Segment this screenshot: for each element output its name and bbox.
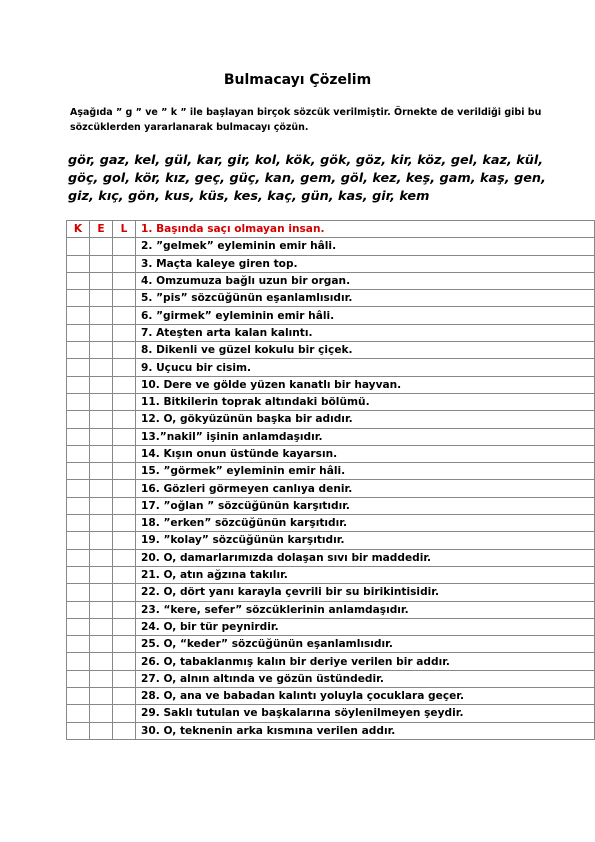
letter-cell[interactable] [113,272,136,289]
word-bank-line: giz, kıç, gön, kus, küs, kes, kaç, gün, kas, gir, kem [68,189,430,204]
letter-cell[interactable] [90,411,113,428]
letter-cell[interactable] [90,515,113,532]
clue-text: 2. ”gelmek” eyleminin emir hâli. [136,238,595,255]
instructions: Aşağıda ” g ” ve ” k ” ile başlayan birçok sözcük verilmiştir. Örnekte de verildiği gibi bu sözcüklerden yararlanarak bulmacayı çözün. [70,107,542,133]
letter-cell[interactable] [113,618,136,635]
table-row [67,428,595,445]
clue-text: 25. O, “keder” sözcüğünün eşanlamlısıdır. [136,636,595,653]
table-row [67,290,595,307]
clue-text: 19. ”kolay” sözcüğünün karşıtıdır. [136,532,595,549]
letter-cell[interactable] [90,653,113,670]
word-bank [68,152,568,206]
letter-cell[interactable] [90,393,113,410]
letter-cell[interactable] [90,376,113,393]
letter-cell[interactable] [113,722,136,739]
letter-cell[interactable] [113,359,136,376]
table-row [67,584,595,601]
letter-cell[interactable] [90,359,113,376]
clue-text: 15. ”görmek” eyleminin emir hâli. [136,463,595,480]
letter-cell[interactable] [90,670,113,687]
letter-cell[interactable] [113,636,136,653]
letter-cell[interactable] [90,255,113,272]
clue-text: 29. Saklı tutulan ve başkalarına söylenilmeyen şeydir. [136,705,595,722]
letter-cell[interactable] [113,549,136,566]
letter-cell[interactable] [67,445,90,462]
letter-cell[interactable] [90,722,113,739]
letter-cell[interactable] [90,290,113,307]
clue-text: 11. Bitkilerin toprak altındaki bölümü. [136,393,595,410]
letter-cell[interactable] [67,601,90,618]
clue-text: 9. Uçucu bir cisim. [136,359,595,376]
table-row [67,238,595,255]
table-row [67,636,595,653]
letter-cell[interactable] [113,324,136,341]
clue-text: 27. O, alnın altında ve gözün üstündedir. [136,670,595,687]
clue-text: 3. Maçta kaleye giren top. [136,255,595,272]
letter-cell[interactable] [90,238,113,255]
letter-cell[interactable] [67,653,90,670]
table-row [67,670,595,687]
table-row [67,601,595,618]
letter-cell[interactable] [67,584,90,601]
letter-cell[interactable] [90,584,113,601]
letter-cell[interactable] [90,549,113,566]
table-row [67,549,595,566]
letter-cell[interactable] [90,480,113,497]
letter-cell[interactable] [113,688,136,705]
clue-text: 6. ”girmek” eyleminin emir hâli. [136,307,595,324]
table-row [67,497,595,514]
table-row [67,342,595,359]
letter-cell[interactable] [113,290,136,307]
letter-cell[interactable] [90,342,113,359]
clue-text: 22. O, dört yanı karayla çevrili bir su birikintisidir. [136,584,595,601]
clue-text: 23. “kere, sefer” sözcüklerinin anlamdaşıdır. [136,601,595,618]
table-row [67,566,595,583]
table-row [67,445,595,462]
clue-text: 20. O, damarlarımızda dolaşan sıvı bir maddedir. [136,549,595,566]
letter-cell[interactable] [67,497,90,514]
table-row [67,688,595,705]
table-row [67,722,595,739]
table-row [67,705,595,722]
table-row [67,393,595,410]
clue-text: 1. Başında saçı olmayan insan. [136,221,595,238]
letter-cell[interactable] [113,515,136,532]
table-row [67,515,595,532]
letter-cell[interactable] [67,636,90,653]
clue-text: 21. O, atın ağzına takılır. [136,566,595,583]
letter-cell[interactable] [67,566,90,583]
letter-cell[interactable] [113,653,136,670]
letter-cell[interactable] [90,428,113,445]
clue-text: 10. Dere ve gölde yüzen kanatlı bir hayvan. [136,376,595,393]
letter-cell[interactable] [113,566,136,583]
letter-cell[interactable] [90,497,113,514]
table-row [67,255,595,272]
letter-cell[interactable] [67,549,90,566]
clue-text: 5. ”pis” sözcüğünün eşanlamlısıdır. [136,290,595,307]
letter-cell[interactable] [113,463,136,480]
letter-cell[interactable]: E [90,221,113,238]
letter-cell[interactable] [67,359,90,376]
letter-cell[interactable] [67,272,90,289]
clue-text: 16. Gözleri görmeyen canlıya denir. [136,480,595,497]
letter-cell[interactable] [67,705,90,722]
table-row [67,463,595,480]
clue-text: 13.”nakil” işinin anlamdaşıdır. [136,428,595,445]
letter-cell[interactable] [113,411,136,428]
letter-cell[interactable] [67,532,90,549]
letter-cell[interactable] [113,670,136,687]
letter-cell[interactable] [113,428,136,445]
letter-cell[interactable] [113,376,136,393]
letter-cell[interactable] [90,324,113,341]
clue-text: 7. Ateşten arta kalan kalıntı. [136,324,595,341]
letter-cell[interactable] [90,601,113,618]
letter-cell[interactable] [67,463,90,480]
clue-text: 26. O, tabaklanmış kalın bir deriye verilen bir addır. [136,653,595,670]
letter-cell[interactable] [67,670,90,687]
letter-cell[interactable] [67,428,90,445]
letter-cell[interactable]: K [67,221,90,238]
clue-text: 14. Kışın onun üstünde kayarsın. [136,445,595,462]
table-row [67,324,595,341]
letter-cell[interactable] [113,480,136,497]
clue-text: 4. Omzumuza bağlı uzun bir organ. [136,272,595,289]
table-row [67,653,595,670]
letter-cell[interactable] [113,393,136,410]
letter-cell[interactable] [113,705,136,722]
letter-cell[interactable] [113,445,136,462]
letter-cell[interactable] [67,515,90,532]
table-row [67,221,595,238]
clue-text: 8. Dikenli ve güzel kokulu bir çiçek. [136,342,595,359]
letter-cell[interactable] [113,532,136,549]
clue-text: 30. O, teknenin arka kısmına verilen addır. [136,722,595,739]
letter-cell[interactable] [67,324,90,341]
letter-cell[interactable] [90,688,113,705]
letter-cell[interactable] [90,636,113,653]
table-row [67,272,595,289]
table-row [67,480,595,497]
letter-cell[interactable] [90,705,113,722]
letter-cell[interactable] [67,290,90,307]
letter-cell[interactable] [67,722,90,739]
word-bank-line: göç, gol, kör, kız, geç, güç, kan, gem, göl, kez, keş, gam, kaş, gen, [68,171,546,186]
letter-cell[interactable] [67,238,90,255]
letter-cell[interactable] [90,272,113,289]
table-row [67,618,595,635]
letter-cell[interactable]: L [113,221,136,238]
letter-cell[interactable] [113,255,136,272]
letter-cell[interactable] [113,584,136,601]
puzzle-table [66,220,595,740]
letter-cell[interactable] [113,342,136,359]
table-row [67,307,595,324]
letter-cell[interactable] [90,566,113,583]
letter-cell[interactable] [113,601,136,618]
clue-text: 17. ”oğlan ” sözcüğünün karşıtıdır. [136,497,595,514]
letter-cell[interactable] [113,497,136,514]
clue-text: 28. O, ana ve babadan kalıntı yoluyla çocuklara geçer. [136,688,595,705]
letter-cell[interactable] [67,393,90,410]
letter-cell[interactable] [90,532,113,549]
letter-cell[interactable] [90,618,113,635]
letter-cell[interactable] [67,688,90,705]
letter-cell[interactable] [113,307,136,324]
letter-cell[interactable] [67,618,90,635]
letter-cell[interactable] [90,445,113,462]
letter-cell[interactable] [67,411,90,428]
word-bank-line: gör, gaz, kel, gül, kar, gir, kol, kök, gök, göz, kir, köz, gel, kaz, kül, [68,153,544,168]
letter-cell[interactable] [67,342,90,359]
table-row [67,376,595,393]
table-row [67,411,595,428]
letter-cell[interactable] [90,463,113,480]
page-title: Bulmacayı Çözelim [223,72,372,88]
clue-text: 24. O, bir tür peynirdir. [136,618,595,635]
clue-text: 18. ”erken” sözcüğünün karşıtıdır. [136,515,595,532]
letter-cell[interactable] [67,480,90,497]
letter-cell[interactable] [67,255,90,272]
table-row [67,532,595,549]
letter-cell[interactable] [67,376,90,393]
table-row [67,359,595,376]
letter-cell[interactable] [67,307,90,324]
letter-cell[interactable] [113,238,136,255]
clue-text: 12. O, gökyüzünün başka bir adıdır. [136,411,595,428]
letter-cell[interactable] [90,307,113,324]
